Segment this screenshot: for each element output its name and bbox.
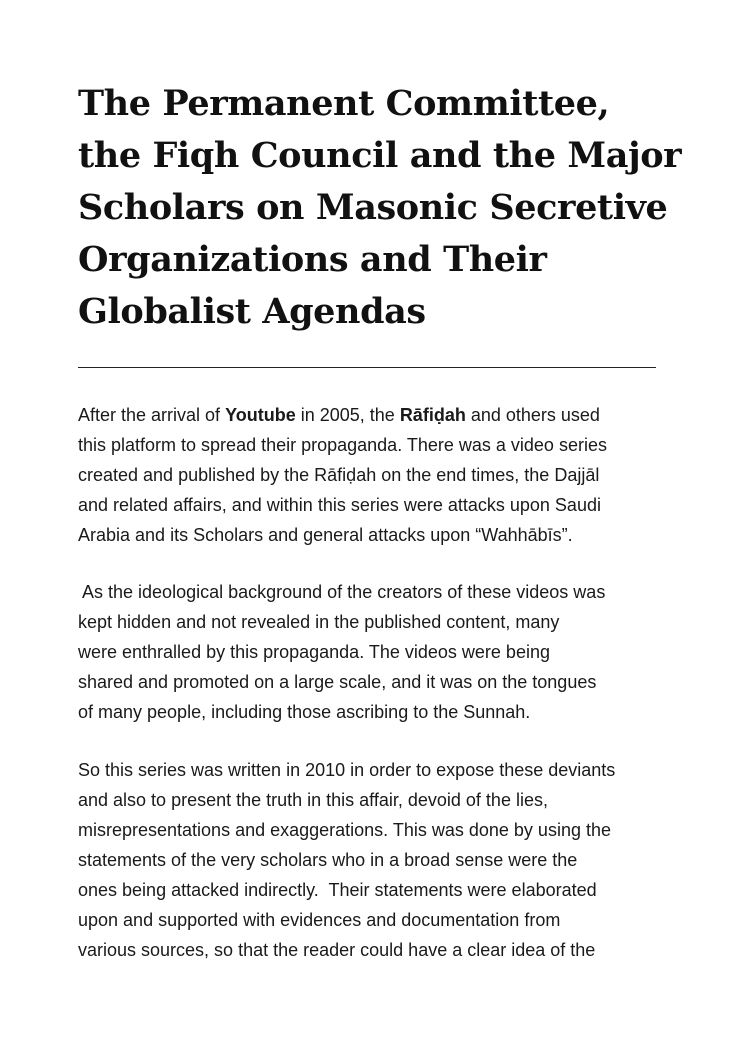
- text-run: in 2005, the: [295, 405, 400, 425]
- paragraph-line: Arabia and its Scholars and general attacks upon “Wahhābīs”.: [78, 525, 573, 545]
- page-title: [78, 78, 682, 338]
- paragraph-line: created and published by the Rāfiḍah on the end times, the Dajjāl: [78, 465, 600, 485]
- paragraph-purpose: [78, 755, 678, 965]
- paragraph-line: As the ideological background of the creators of these videos was: [78, 582, 606, 602]
- paragraph-line: misrepresentations and exaggerations. This was done by using the: [78, 820, 611, 840]
- paragraph-line: So this series was written in 2010 in order to expose these deviants: [78, 760, 616, 780]
- paragraph-line: shared and promoted on a large scale, and it was on the tongues: [78, 672, 597, 692]
- title-line: Organizations and Their: [78, 239, 547, 280]
- paragraph-line: [78, 400, 678, 430]
- paragraph-line: ones being attacked indirectly. Their statements were elaborated: [78, 880, 597, 900]
- paragraph-line: were enthralled by this propaganda. The videos were being: [78, 642, 550, 662]
- paragraph-line: of many people, including those ascribing to the Sunnah.: [78, 702, 531, 722]
- title-line: Globalist Agendas: [78, 291, 426, 332]
- paragraph-line: various sources, so that the reader could have a clear idea of the: [78, 940, 596, 960]
- title-line: Scholars on Masonic Secretive: [78, 187, 668, 228]
- text-run: After the arrival of: [78, 405, 226, 425]
- title-divider: [78, 367, 656, 368]
- paragraph-line: statements of the very scholars who in a broad sense were the: [78, 850, 578, 870]
- paragraph-line: and related affairs, and within this series were attacks upon Saudi: [78, 495, 601, 515]
- paragraph-line: upon and supported with evidences and documentation from: [78, 910, 561, 930]
- title-line: The Permanent Committee,: [78, 83, 610, 124]
- text-run: and others used: [465, 405, 600, 425]
- title-line: the Fiqh Council and the Major: [78, 135, 682, 176]
- paragraph-line: and also to present the truth in this affair, devoid of the lies,: [78, 790, 548, 810]
- paragraph-intro: [78, 400, 678, 550]
- rafidah-term: Rāfiḍah: [399, 405, 466, 425]
- youtube-term: Youtube: [225, 405, 296, 425]
- paragraph-line: kept hidden and not revealed in the published content, many: [78, 612, 560, 632]
- paragraph-line: this platform to spread their propaganda. There was a video series: [78, 435, 607, 455]
- paragraph-background: [78, 577, 678, 727]
